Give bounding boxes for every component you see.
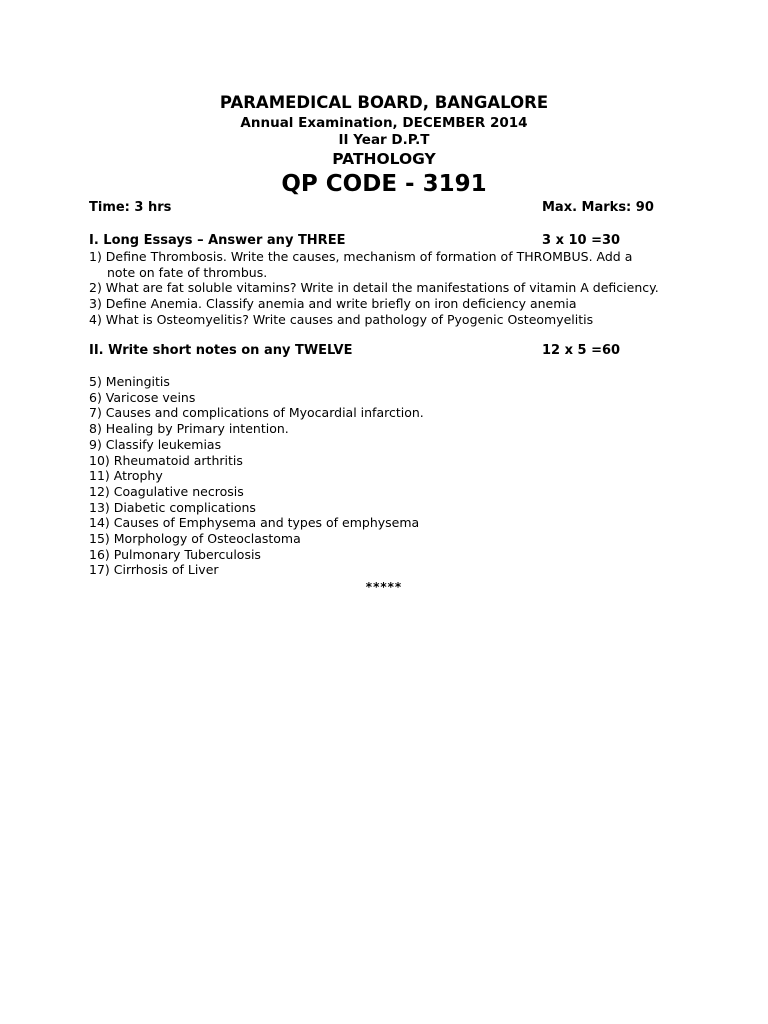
list-item: note on fate of thrombus. <box>107 264 268 280</box>
section1-questions <box>89 249 659 328</box>
list-item: 5) Meningitis <box>89 374 170 389</box>
list-item: 6) Varicose veins <box>89 389 196 405</box>
list-item: 10) Rheumatoid arthritis <box>89 452 243 468</box>
list-item: 13) Diabetic complications <box>89 499 256 515</box>
list-item: 8) Healing by Primary intention. <box>89 421 289 437</box>
list-item: 2) What are fat soluble vitamins? Write in detail the manifestations of vitamin A deficiency. <box>89 280 659 296</box>
list-item: 12) Coagulative necrosis <box>89 483 244 499</box>
list-item: 16) Pulmonary Tuberculosis <box>89 546 261 562</box>
board-title: PARAMEDICAL BOARD, BANGALORE <box>219 93 549 112</box>
list-item: 3) Define Anemia. Classify anemia and write briefly on iron deficiency anemia <box>89 296 577 312</box>
section2-questions <box>89 374 424 578</box>
end-stars: ***** <box>365 580 403 594</box>
list-item: 15) Morphology of Osteoclastoma <box>89 531 301 547</box>
subject-title: PATHOLOGY <box>332 150 436 168</box>
max-marks-label: Max. Marks: 90 <box>542 200 654 215</box>
exam-title: Annual Examination, DECEMBER 2014 <box>240 115 528 131</box>
list-item: 14) Causes of Emphysema and types of emphysema <box>89 515 420 531</box>
list-item: 4) What is Osteomyelitis? Write causes and pathology of Pyogenic Osteomyelitis <box>89 311 594 327</box>
qp-code: QP CODE - 3191 <box>281 171 487 197</box>
time-label: Time: 3 hrs <box>89 200 172 215</box>
section2-marks: 12 x 5 =60 <box>542 343 621 358</box>
list-item: 17) Cirrhosis of Liver <box>89 562 219 578</box>
section1-marks: 3 x 10 =30 <box>542 233 621 248</box>
list-item: 7) Causes and complications of Myocardial infarction. <box>89 405 424 421</box>
course-year: II Year D.P.T <box>338 132 430 148</box>
list-item: 9) Classify leukemias <box>89 436 222 452</box>
list-item: 1) Define Thrombosis. Write the causes, mechanism of formation of THROMBUS. Add a <box>89 249 633 264</box>
list-item: 11) Atrophy <box>89 468 163 484</box>
section2-title: II. Write short notes on any TWELVE <box>89 343 353 358</box>
section1-title: I. Long Essays – Answer any THREE <box>89 233 346 248</box>
